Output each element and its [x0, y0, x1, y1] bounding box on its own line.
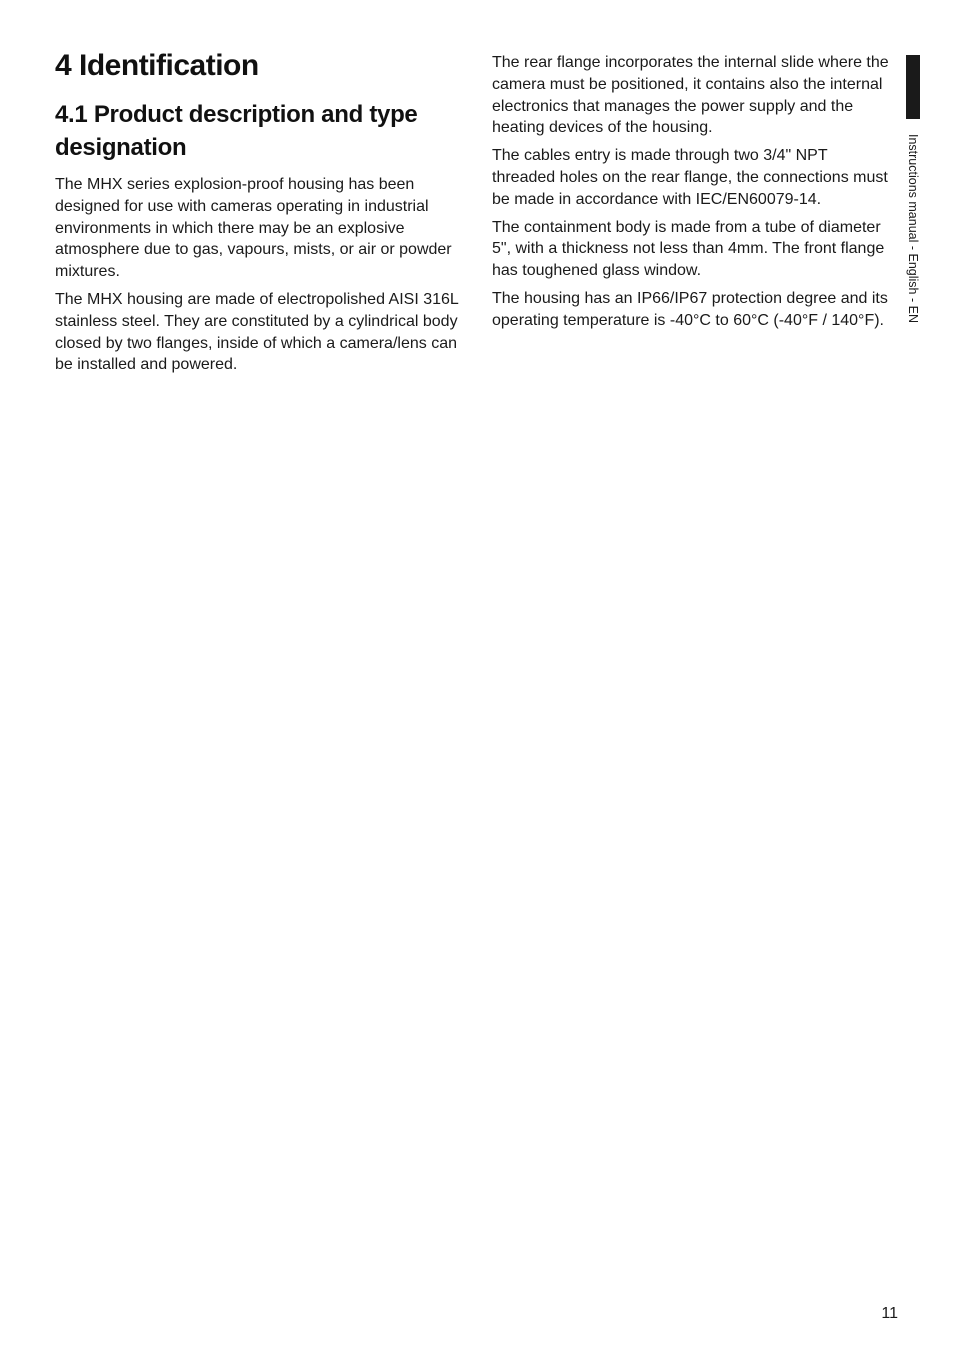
- paragraph: The MHX housing are made of electropolished AISI 316L stainless steel. They are constituted by a cylindrical body closed by two flanges, inside of which a camera/lens can be installed and powered.: [55, 290, 459, 374]
- paragraph: The cables entry is made through two 3/4" NPT threaded holes on the rear flange, the connections must be made in accordance with IEC/EN60079-14.: [492, 147, 888, 208]
- page-number: 11: [881, 1305, 898, 1322]
- paragraph: The housing has an IP66/IP67 protection degree and its operating temperature is -40°C to 60°C (-40°F / 140°F).: [492, 289, 888, 329]
- right-column: [492, 52, 892, 338]
- chapter-title: 4 Identification: [55, 49, 259, 82]
- paragraph: The rear flange incorporates the internal slide where the camera must be positioned, it contains also the internal electronics that manages the power supply and the heating devices of the housing.: [492, 54, 889, 137]
- side-tab-marker: [906, 55, 920, 119]
- left-column: [55, 48, 460, 382]
- side-tab-label: Instructions manual - English - EN: [906, 134, 920, 323]
- paragraph: The containment body is made from a tube of diameter 5", with a thickness not less than 4mm. The front flange has toughened glass window.: [492, 218, 885, 280]
- section-title: 4.1 Product description and type designation: [55, 101, 418, 161]
- paragraph: The MHX series explosion-proof housing has been designed for use with cameras operating in industrial environments in which there may be an explosive atmosphere due to gas, vapours, mists, or air or powder mixtures.: [55, 176, 452, 281]
